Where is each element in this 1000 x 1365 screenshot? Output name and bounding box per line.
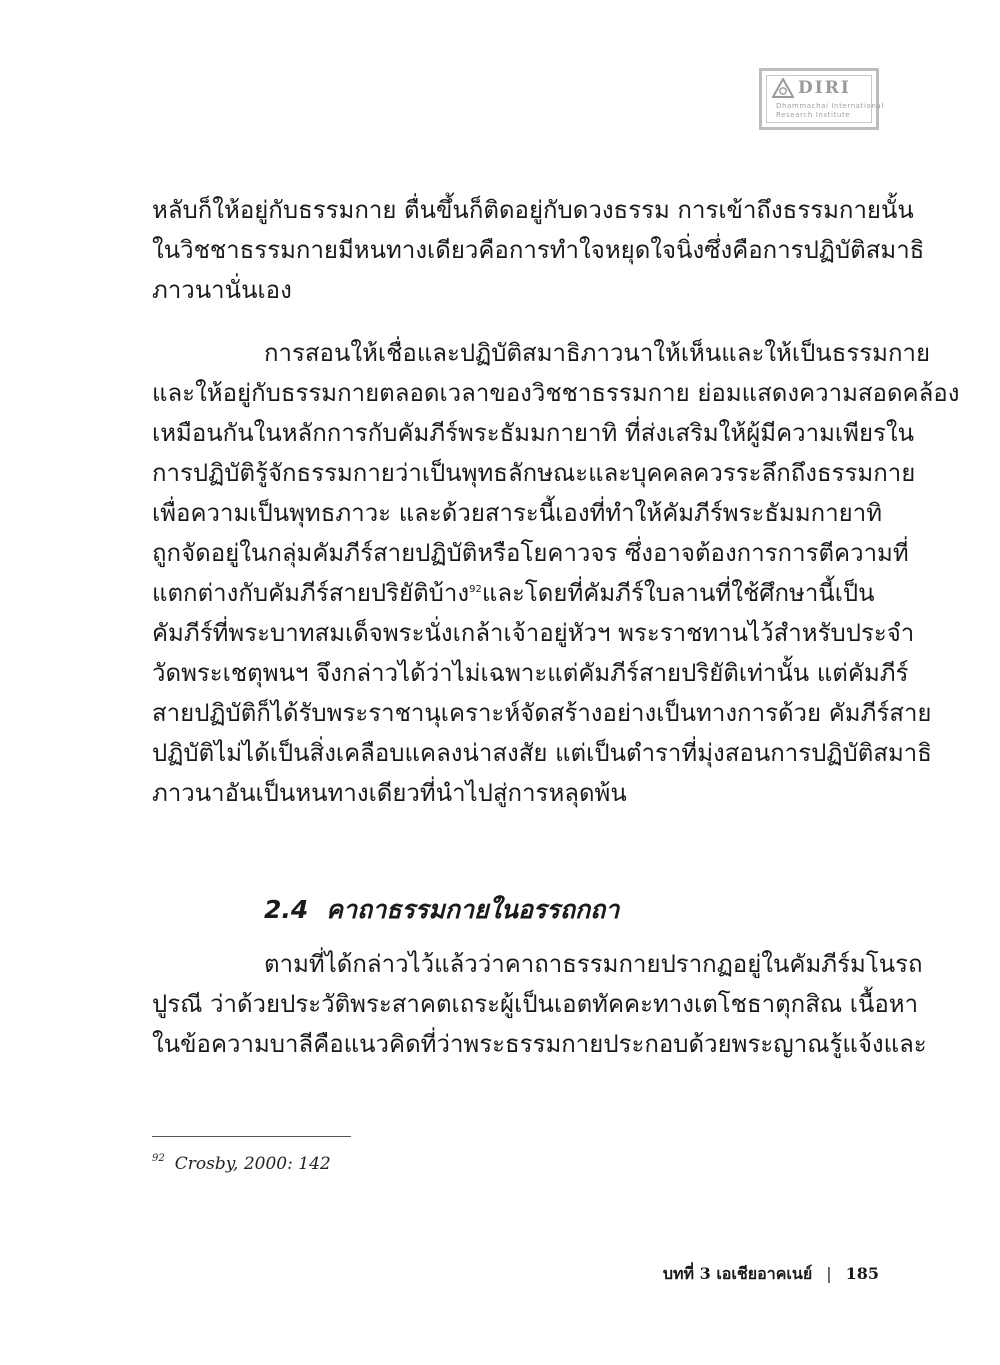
text-line: เพื่อความเป็นพุทธภาวะ และด้วยสาระนี้เองที่ทำให้คัมภีร์พระธัมมกายาทิ (152, 499, 883, 527)
footnote-text: Crosby, 2000: 142 (174, 1154, 331, 1174)
footnote-reference-92[interactable]: 92 (469, 584, 482, 595)
text-line: ในข้อความบาลีคือแนวคิดที่ว่าพระธรรมกายประกอบด้วยพระญาณรู้แจ้งและ (152, 1030, 927, 1058)
paragraph-3 (152, 944, 927, 1064)
text-segment: และโดยที่คัมภีร์ใบลานที่ใช้ศึกษานี้เป็น (481, 579, 875, 607)
text-line: ในวิชชาธรรมกายมีหนทางเดียวคือการทำใจหยุดใจนิ่งซึ่งคือการปฏิบัติสมาธิ (152, 236, 925, 264)
section-title: คาถาธรรมกายในอรรถกถา (326, 895, 620, 924)
paragraph-1 (152, 190, 925, 310)
page-number: 185 (845, 1264, 879, 1283)
text-line: การสอนให้เชื่อและปฏิบัติสมาธิภาวนาให้เห็นและให้เป็นธรรมกาย (264, 339, 931, 367)
logo-brand-text: DIRI (798, 78, 851, 98)
text-line: คัมภีร์ที่พระบาทสมเด็จพระนั่งเกล้าเจ้าอยู่หัวฯ พระราชทานไว้สำหรับประจำ (152, 619, 915, 647)
section-number: 2.4 (264, 895, 309, 924)
logo-subtitle-line1: Dhammachai International (776, 102, 884, 110)
section-heading (264, 890, 619, 930)
text-line: ตามที่ได้กล่าวไว้แล้วว่าคาถาธรรมกายปรากฏอยู่ในคัมภีร์มโนรถ (264, 950, 923, 978)
text-line: ภาวนาอันเป็นหนทางเดียวที่นำไปสู่การหลุดพ้น (152, 779, 627, 807)
text-line: ปูรณี ว่าด้วยประวัติพระสาคตเถระผู้เป็นเอตทัคคะทางเตโชธาตุกสิณ เนื้อหา (152, 990, 919, 1018)
text-line: หลับก็ให้อยู่กับธรรมกาย ตื่นขึ้นก็ติดอยู่กับดวงธรรม การเข้าถึงธรรมกายนั้น (152, 196, 914, 224)
text-line: การปฏิบัติรู้จักธรรมกายว่าเป็นพุทธลักษณะและบุคคลควรระลึกถึงธรรมกาย (152, 459, 916, 487)
text-segment: แตกต่างกับคัมภีร์สายปริยัติบ้าง (152, 579, 470, 607)
chapter-label: บทที่ 3 เอเชียอาคเนย์ (662, 1264, 813, 1283)
text-line: วัดพระเชตุพนฯ จึงกล่าวได้ว่าไม่เฉพาะแต่คัมภีร์สายปริยัติเท่านั้น แต่คัมภีร์ (152, 659, 909, 687)
page-footer (663, 1262, 879, 1287)
text-line: และให้อยู่กับธรรมกายตลอดเวลาของวิชชาธรรมกาย ย่อมแสดงความสอดคล้อง (152, 379, 960, 407)
paragraph-2 (152, 333, 960, 813)
footnote-number: 92 (152, 1153, 165, 1164)
diri-logo (759, 68, 884, 130)
text-line: ภาวนานั่นเอง (152, 276, 292, 304)
footer-separator: | (826, 1264, 832, 1283)
text-line: ถูกจัดอยู่ในกลุ่มคัมภีร์สายปฏิบัติหรือโยคาวจร ซึ่งอาจต้องการการตีความที่ (152, 539, 909, 567)
text-line: เหมือนกันในหลักการกับคัมภีร์พระธัมมกายาทิ ที่ส่งเสริมให้ผู้มีความเพียรใน (152, 419, 915, 447)
text-line-with-footnote (152, 573, 882, 613)
footnote (152, 1153, 331, 1174)
logo-subtitle-line2: Research Institute (776, 111, 851, 119)
footnote-divider (152, 1136, 351, 1137)
text-line: สายปฏิบัติก็ได้รับพระราชานุเคราะห์จัดสร้างอย่างเป็นทางการด้วย คัมภีร์สาย (152, 699, 932, 727)
dhammachai-emblem-icon (772, 78, 794, 98)
text-line: ปฏิบัติไม่ได้เป็นสิ่งเคลือบแคลงน่าสงสัย แต่เป็นตำราที่มุ่งสอนการปฏิบัติสมาธิ (152, 739, 932, 767)
